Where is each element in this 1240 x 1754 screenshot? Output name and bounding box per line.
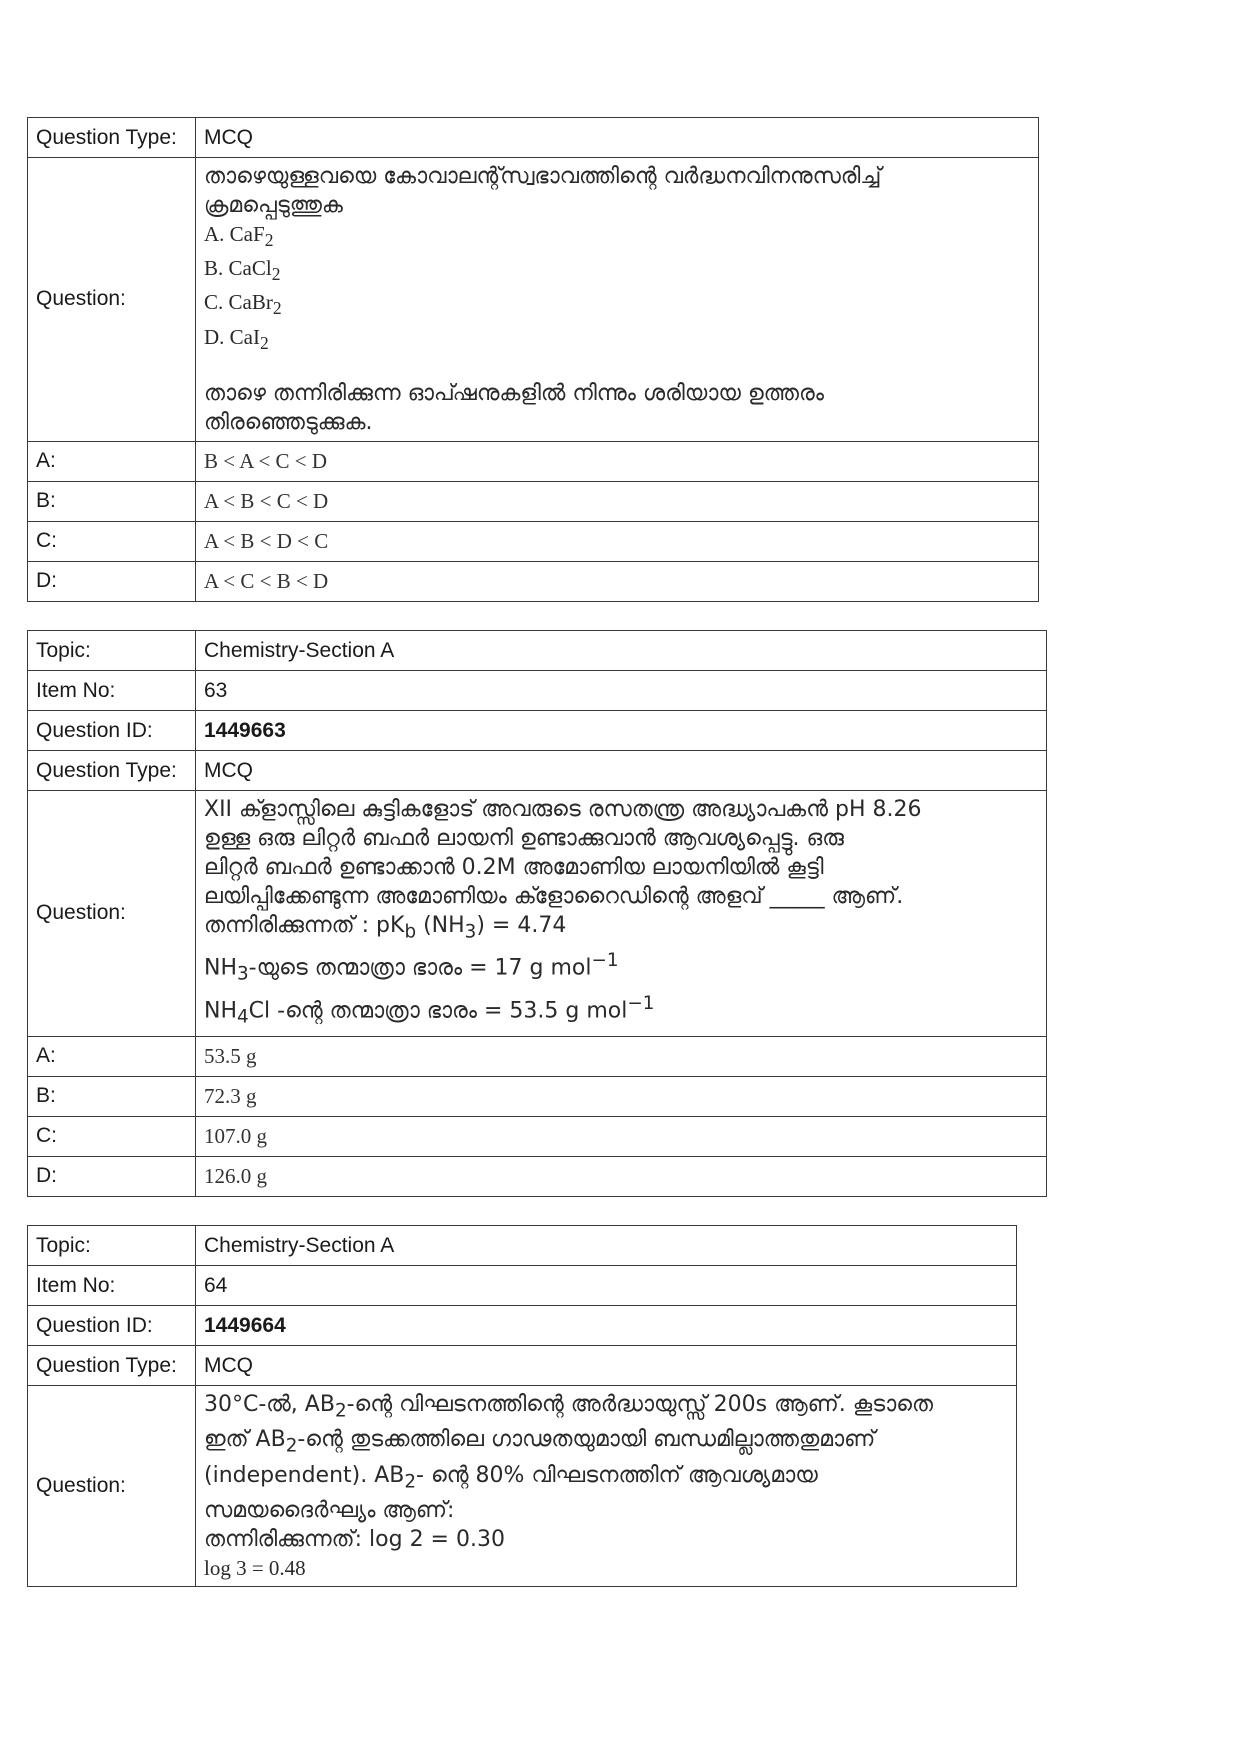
option-row [28, 1116, 1047, 1156]
question-text-line: (independent). $AB_2-$ ന്റെ 80% വിഘടനത്തിന് ആവശ്യമായ [204, 1462, 818, 1493]
option-label: D: [28, 561, 196, 601]
question-id-value: 1449664 [196, 1306, 1017, 1346]
question-type-label: Question Type: [28, 118, 196, 158]
nh4cl-mass-line: $NH_4Cl$ -ന്റെ തന്മാത്രാ ഭാരം = 53.5 g mol$^{-1}$ [204, 993, 655, 1028]
option-value: B < A < C < D [196, 441, 1039, 481]
question-id-value: 1449663 [196, 711, 1047, 751]
question-row [28, 1386, 1017, 1587]
question-type-value: MCQ [196, 751, 1047, 791]
topic-label: Topic: [28, 631, 196, 671]
item-no-value: 64 [196, 1266, 1017, 1306]
topic-value: Chemistry-Section A [196, 1226, 1017, 1266]
topic-row [28, 631, 1047, 671]
question-type-row [28, 118, 1039, 158]
option-row [28, 1036, 1047, 1076]
option-row [28, 561, 1039, 601]
option-row [28, 1156, 1047, 1196]
question-type-label: Question Type: [28, 1346, 196, 1386]
option-row [28, 441, 1039, 481]
question-type-row [28, 1346, 1017, 1386]
item-no-row [28, 671, 1047, 711]
question-type-value: MCQ [196, 118, 1039, 158]
question-row [28, 158, 1039, 442]
option-label: A: [28, 1036, 196, 1076]
option-value: 72.3 g [196, 1076, 1047, 1116]
question-item-c: C. CaBr$_2$ [204, 290, 282, 319]
item-no-label: Item No: [28, 671, 196, 711]
question-text-line: സമയദൈർഘ്യം ആണ്: [204, 1498, 455, 1524]
question-id-label: Question ID: [28, 1306, 196, 1346]
question-type-label: Question Type: [28, 751, 196, 791]
question-content [196, 158, 1039, 442]
item-no-value: 63 [196, 671, 1047, 711]
question-table-2 [27, 630, 1047, 1197]
topic-value: Chemistry-Section A [196, 631, 1047, 671]
question-content [196, 1386, 1017, 1587]
option-row [28, 521, 1039, 561]
question-text-line: 30°C-ൽ, $AB_2-ന്റെ$ വിഘടനത്തിന്റെ അർദ്ധായുസ്സ് 200s ആണ്. കൂടാതെ [204, 1392, 933, 1422]
option-label: C: [28, 521, 196, 561]
question-table-1 [27, 117, 1039, 602]
option-value: A < B < C < D [196, 481, 1039, 521]
question-item-b: B. CaCl$_2$ [204, 256, 281, 285]
question-id-row [28, 1306, 1017, 1346]
option-value: 107.0 g [196, 1116, 1047, 1156]
question-label: Question: [28, 791, 196, 1037]
question-item-d: D. CaI$_2$ [204, 324, 269, 353]
item-no-label: Item No: [28, 1266, 196, 1306]
option-label: C: [28, 1116, 196, 1156]
item-no-row [28, 1266, 1017, 1306]
question-id-row [28, 711, 1047, 751]
question-table-3 [27, 1225, 1017, 1587]
option-value: 126.0 g [196, 1156, 1047, 1196]
question-type-row [28, 751, 1047, 791]
question-text-line: ക്രമപ്പെടുത്തുക [204, 193, 343, 218]
question-text-line: താഴെ തന്നിരിക്കുന്ന ഓപ്ഷനുകളിൽ നിന്നും ശരിയായ ഉത്തരം [204, 380, 824, 406]
question-text-line: താഴെയുള്ളവയെ കോവാലന്റ്സ്വഭാവത്തിന്റെ വർദ്ധനവിനനുസരിച്ച് [204, 164, 882, 189]
option-row [28, 1076, 1047, 1116]
question-text-line: ഉള്ള ഒരു ലിറ്റർ ബഫർ ലായനി ഉണ്ടാക്കുവാൻ ആവശ്യപ്പെട്ടു. ഒരു [204, 826, 844, 851]
topic-row [28, 1226, 1017, 1266]
question-text-line: തിരഞ്ഞെടുക്കുക. [204, 409, 373, 435]
question-row [28, 791, 1047, 1037]
option-value: A < C < B < D [196, 561, 1039, 601]
option-row [28, 481, 1039, 521]
nh3-mass-line: $NH_3-യുടെ$ തന്മാത്രാ ഭാരം = 17 g mol$^{-1}$ [204, 950, 619, 986]
spacer [204, 357, 1030, 379]
question-label: Question: [28, 158, 196, 442]
given-log2-line: തന്നിരിക്കുന്നത്: log 2 = 0.30 [204, 1527, 505, 1553]
option-value: A < B < D < C [196, 521, 1039, 561]
given-pkb-line: തന്നിരിക്കുന്നത് : $pK_b$ $(NH_3) = 4.74$ [204, 913, 567, 943]
question-text-line: ലയിപ്പിക്കേണ്ടുന്ന അമോണിയം ക്ളോറൈഡിന്റെ അളവ് _____ ആണ്. [204, 884, 904, 909]
question-label: Question: [28, 1386, 196, 1587]
topic-label: Topic: [28, 1226, 196, 1266]
question-text-line: ഇത് $AB_2-ന്റെ$ തുടക്കത്തിലെ ഗാഢതയുമായി ബന്ധമില്ലാത്തതുമാണ് [204, 1427, 876, 1457]
option-value: 53.5 g [196, 1036, 1047, 1076]
option-label: B: [28, 481, 196, 521]
question-content [196, 791, 1047, 1037]
question-id-label: Question ID: [28, 711, 196, 751]
question-type-value: MCQ [196, 1346, 1017, 1386]
option-label: D: [28, 1156, 196, 1196]
question-text-line: XII ക്ളാസ്സിലെ കുട്ടികളോട് അവരുടെ രസതന്ത്ര അദ്ധ്യാപകൻ pH 8.26 [204, 797, 922, 822]
option-label: A: [28, 441, 196, 481]
option-label: B: [28, 1076, 196, 1116]
question-item-a: A. CaF$_2$ [204, 222, 274, 251]
given-log3-line: log 3 = 0.48 [204, 1556, 306, 1581]
question-text-line: ലിറ്റർ ബഫർ ഉണ്ടാക്കാൻ 0.2M അമോണിയ ലായനിയിൽ കൂട്ടി [204, 855, 824, 880]
